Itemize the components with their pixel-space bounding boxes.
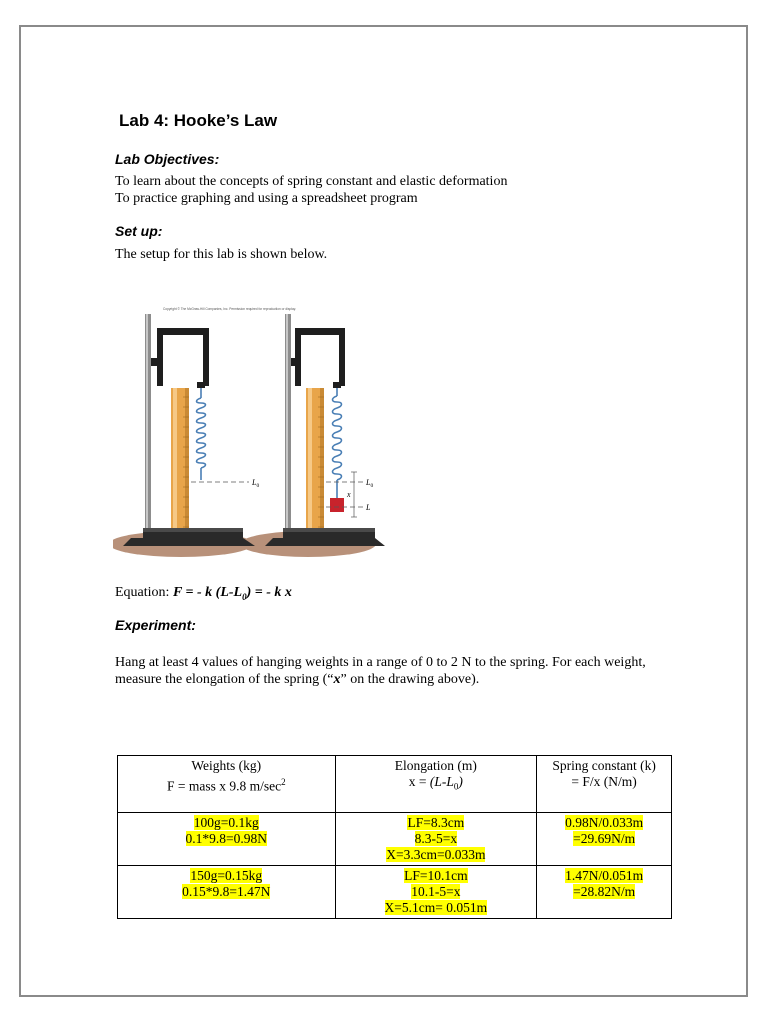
apparatus-after — [265, 314, 385, 546]
cell-spring-constant: 0.98N/0.033m =29.69N/m — [537, 813, 672, 866]
setup-text: The setup for this lab is shown below. — [115, 247, 328, 262]
objectives-heading: Lab Objectives: — [115, 151, 220, 167]
l0-label-left: $L_0$ — [252, 478, 260, 489]
results-table — [117, 755, 672, 919]
x-label: x — [347, 490, 351, 499]
header-elongation: Elongation (m) $x = (L-L_0)$ — [335, 756, 537, 813]
page-title: Lab 4: Hooke’s Law — [119, 111, 278, 130]
equation-line — [115, 584, 292, 606]
objective-line-1: To learn about the concepts of spring constant and elastic deformation — [115, 174, 508, 189]
experiment-heading: Experiment: — [115, 617, 196, 633]
hanging-mass — [330, 498, 344, 512]
l0-label-right: $L_0$ — [366, 478, 374, 489]
cell-elongation: LF=10.1cm 10.1-5=x X=5.1cm= 0.051m — [335, 866, 537, 919]
document-page — [19, 25, 748, 997]
spring-right — [333, 388, 342, 498]
header-spring-constant: Spring constant (k) = F/x (N/m) — [537, 756, 672, 813]
spring-left — [197, 388, 206, 480]
header-weights: Weights (kg) F = mass x 9.8 $m/\sec^2$ — [118, 756, 336, 813]
spring-setup-figure — [113, 302, 387, 564]
table-row — [118, 813, 672, 866]
table-header-row — [118, 756, 672, 813]
l-label: L — [366, 503, 371, 512]
cell-weight: 100g=0.1kg 0.1*9.8=0.98N — [118, 813, 336, 866]
experiment-text: Hang at least 4 values of hanging weights in a range of 0 to 2 N to the spring. For each weight, measure the elongation of the spring (“x” on the drawing above). — [115, 655, 646, 687]
equation-formula: F = - k $(L-L_0)$ = - k x — [172, 585, 292, 602]
cell-weight: 150g=0.15kg 0.15*9.8=1.47N — [118, 866, 336, 919]
table-row — [118, 866, 672, 919]
equation-prefix: Equation: — [115, 585, 173, 600]
figure-copyright: Copyright © The McGraw-Hill Companies, Inc. Permission required for reproduction or display. — [163, 307, 296, 311]
apparatus-before — [123, 314, 259, 546]
cell-elongation: LF=8.3cm 8.3-5=x X=3.3cm=0.033m — [335, 813, 537, 866]
setup-heading: Set up: — [115, 223, 163, 239]
objective-line-2: To practice graphing and using a spreadsheet program — [115, 191, 418, 206]
cell-spring-constant: 1.47N/0.051m =28.82N/m — [537, 866, 672, 919]
